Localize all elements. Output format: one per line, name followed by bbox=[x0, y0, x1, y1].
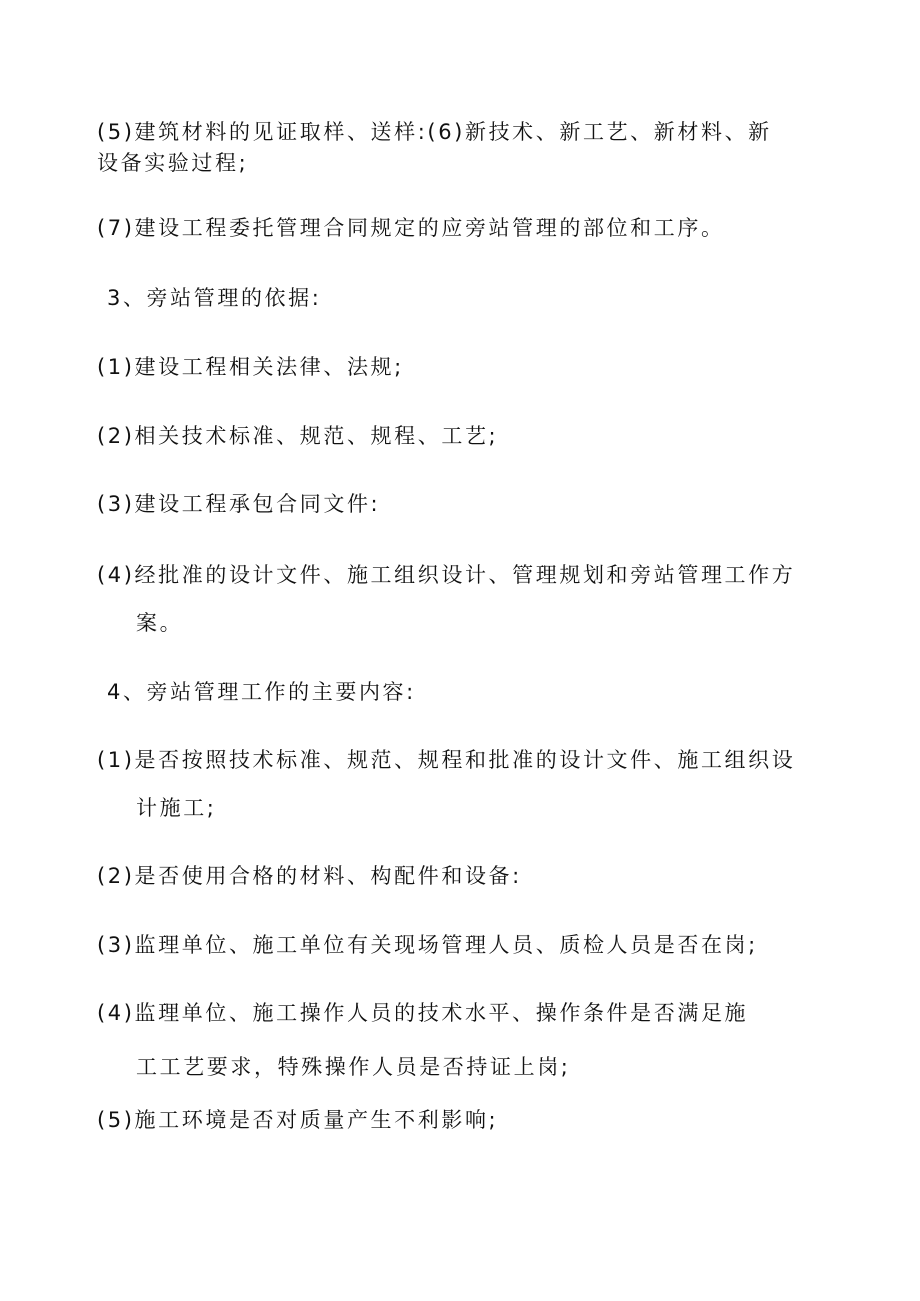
text-line-5: (1)建设工程相关法律、法规; bbox=[97, 355, 404, 379]
text-line-6: (2)相关技术标准、规范、规程、工艺; bbox=[97, 424, 499, 448]
text-line-12: 计施工; bbox=[136, 796, 217, 820]
section-heading-3: 3、旁站管理的依据: bbox=[107, 286, 322, 310]
text-line-7: (3)建设工程承包合同文件: bbox=[97, 492, 381, 516]
text-line-8: (4)经批准的设计文件、施工组织设计、管理规划和旁站管理工作方 bbox=[97, 563, 796, 587]
text-line-16: 工工艺要求，特殊操作人员是否持证上岗; bbox=[136, 1055, 571, 1079]
text-line-9: 案。 bbox=[136, 611, 184, 635]
text-line-3: (7)建设工程委托管理合同规定的应旁站管理的部位和工序。 bbox=[97, 216, 725, 240]
text-line-13: (2)是否使用合格的材料、构配件和设备: bbox=[97, 864, 522, 888]
text-line-2: 设备实验过程; bbox=[97, 151, 249, 175]
text-line-15: (4)监理单位、施工操作人员的技术水平、操作条件是否满足施 bbox=[97, 1001, 749, 1025]
section-heading-4: 4、旁站管理工作的主要内容: bbox=[107, 680, 416, 704]
text-line-14: (3)监理单位、施工单位有关现场管理人员、质检人员是否在岗; bbox=[97, 933, 758, 957]
text-line-17: (5)施工环境是否对质量产生不利影响; bbox=[97, 1108, 499, 1132]
text-line-1: (5)建筑材料的见证取样、送样:(6)新技术、新工艺、新材料、新 bbox=[97, 120, 772, 144]
text-line-11: (1)是否按照技术标准、规范、规程和批准的设计文件、施工组织设 bbox=[97, 748, 796, 772]
